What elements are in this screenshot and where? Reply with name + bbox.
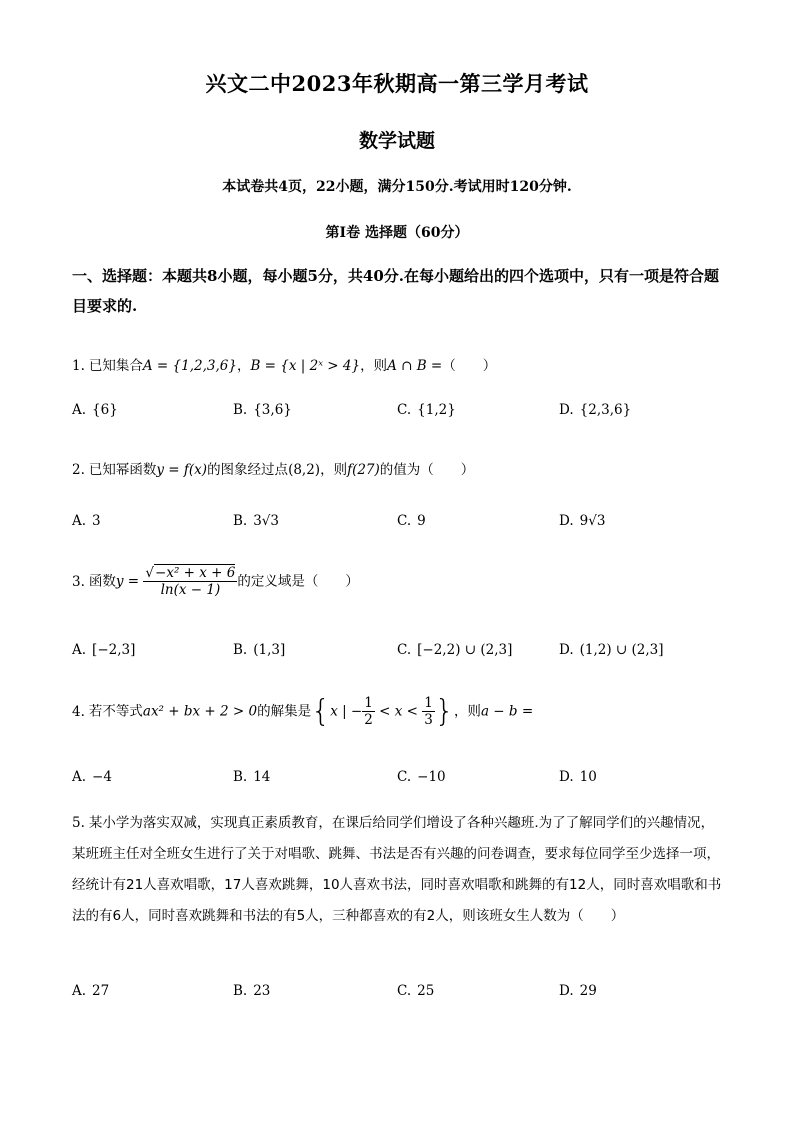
- question-text: 某小学为落实双减，实现真正素质教育，在课后给同学们增设了各种兴趣班.为了了解同学们的兴趣情况，某班班主任对全班女生进行了关于对唱歌、跳舞、书法是否有兴趣的问卷调查，要求每位同学至少选择一项，经统计有21人喜欢唱歌，17人喜欢跳舞，10人喜欢书法，同时喜欢唱歌和跳舞的有12人，同时喜欢唱歌和书法的有6人，同时喜欢跳舞和书法的有5人，三种都喜欢的有2人，则该班女生人数为（ ）: [72, 815, 722, 924]
- fraction: [143, 565, 237, 598]
- question-number: 3.: [72, 573, 85, 590]
- expression: A ∩ B =: [387, 358, 443, 374]
- question-text: 的值为（ ）: [379, 462, 475, 478]
- question-number: 2.: [72, 462, 85, 478]
- denominator: ln(x − 1): [160, 582, 221, 598]
- option-b: B. (1,3]: [233, 642, 286, 658]
- function-lhs: y =: [115, 573, 140, 590]
- question-3: [72, 565, 359, 598]
- question-text: 的定义域是（ ）: [237, 573, 359, 590]
- question-4: [72, 694, 533, 729]
- question-text: 若不等式: [88, 703, 143, 720]
- option-d: D. {2,3,6}: [559, 402, 632, 418]
- exam-subtitle: 数学试题: [358, 130, 435, 152]
- exam-note: 本试卷共4页，22小题，满分150分.考试用时120分钟.: [222, 179, 572, 195]
- question-text: ，则: [360, 358, 388, 374]
- question-number: 5.: [72, 815, 85, 831]
- fraction-one-third: $\frac{1}{3}$: [424, 695, 433, 728]
- question-text: 已知幂函数: [88, 462, 157, 478]
- point: (8,2): [288, 462, 321, 478]
- section-instructions: 一、选择题：本题共8小题，每小题5分，共40分.在每小题给出的四个选项中，只有一项是符合题目要求的.: [72, 267, 719, 315]
- option-b: B. {3,6}: [233, 402, 292, 418]
- volume-heading: 第I卷 选择题（60分）: [325, 225, 469, 241]
- answer-blank: （ ）: [442, 358, 497, 374]
- expression: a − b =: [480, 703, 534, 720]
- option-b: B. 14: [233, 769, 271, 785]
- set-a: A = {1,2,3,6}: [142, 358, 237, 374]
- function-expression: y = f(x): [156, 462, 208, 478]
- option-b: B. 23: [233, 983, 271, 999]
- question-2: [72, 458, 474, 478]
- option-c: C. 9: [397, 513, 426, 529]
- option-c: C. 25: [397, 983, 435, 999]
- question-number: 4.: [72, 703, 85, 720]
- option-a: A. 3: [72, 513, 101, 529]
- set-builder: x | −: [330, 703, 363, 720]
- option-a: A. [−2,3]: [72, 642, 136, 658]
- fraction-one-half: $\frac{1}{2}$: [364, 695, 373, 728]
- option-a: A. −4: [72, 769, 112, 785]
- inequality: ax² + bx + 2 > 0: [142, 703, 258, 720]
- question-1: [72, 354, 496, 374]
- option-c: C. −10: [397, 769, 446, 785]
- option-a: A. 27: [72, 983, 110, 999]
- option-c: C. {1,2}: [397, 402, 456, 418]
- question-text: 的解集是: [257, 703, 312, 720]
- option-d: D. (1,2) ∪ (2,3]: [559, 642, 664, 658]
- question-number: 1.: [72, 358, 85, 374]
- option-d: D. 10: [559, 769, 597, 785]
- numerator: √−x² + x + 6: [145, 565, 236, 581]
- option-b: B. 3√3: [233, 513, 279, 529]
- option-a: A. {6}: [72, 402, 118, 418]
- set-builder-mid: < x <: [374, 703, 423, 720]
- expression: f(27): [347, 462, 380, 478]
- question-text: 函数: [88, 573, 116, 590]
- question-text: 已知集合: [88, 358, 143, 374]
- question-5: [72, 808, 727, 932]
- option-c: C. [−2,2) ∪ (2,3]: [397, 642, 513, 658]
- option-d: D. 29: [559, 983, 597, 999]
- exam-title: 兴文二中2023年秋期高一第三学月考试: [205, 71, 589, 96]
- right-brace: }: [434, 694, 454, 729]
- set-b: B = {x | 2ˣ > 4}: [250, 358, 361, 374]
- left-brace: {: [311, 694, 331, 729]
- question-text: ，则: [453, 703, 481, 720]
- question-text: ，则: [320, 462, 348, 478]
- option-d: D. 9√3: [559, 513, 606, 529]
- separator: ，: [236, 358, 251, 374]
- question-text: 的图象经过点: [207, 462, 289, 478]
